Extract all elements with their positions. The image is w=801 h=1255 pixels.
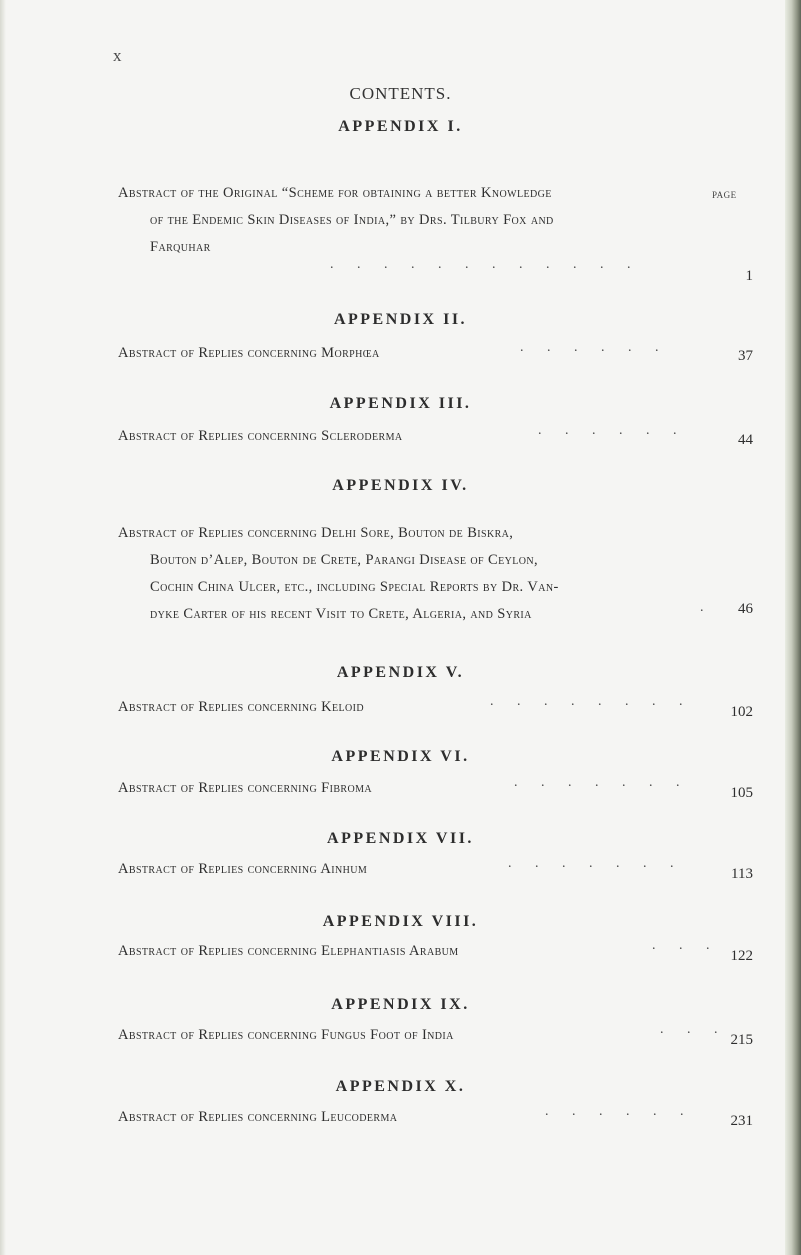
page-ref: 37 [738,348,753,364]
dot-leader: . . . [660,1022,728,1037]
entry-line: Abstract of Replies concerning Elephantiasis Arabum [118,943,459,959]
page-ref: 1 [745,268,753,284]
page-ref: 122 [730,948,753,964]
page-number: x [113,46,122,65]
page-title: CONTENTS. [349,84,452,103]
entry-line: Abstract of Replies concerning Fibroma [118,780,373,796]
dot-leader: . . . . . . [520,340,669,355]
page-ref: 102 [730,704,753,720]
appendix-heading: APPENDIX X. [335,1078,466,1095]
appendix-2 [0,311,801,329]
appendix-heading: APPENDIX IX. [331,996,470,1013]
entry-line: of the Endemic Skin Diseases of India,” by Drs. Tilbury Fox and [150,212,554,228]
page-ref: 231 [730,1113,753,1129]
dot-leader: . [700,600,714,615]
appendix-5 [0,664,801,682]
appendix-3 [0,395,801,413]
appendix-4-entry [118,520,728,628]
entry-line: Abstract of Replies concerning Leucoderma [118,1109,398,1125]
appendix-8-entry [118,938,728,965]
appendix-heading: APPENDIX VI. [331,748,470,765]
entry-line: Abstract of Replies concerning Ainhum [118,861,368,877]
appendix-7 [0,830,801,848]
entry-line: Bouton d’Alep, Bouton de Crete, Parangi Disease of Ceylon, [150,552,538,568]
dot-leader: . . . . . . . [508,856,684,871]
appendix-9-entry [118,1022,728,1049]
entry-line: Abstract of Replies concerning Scleroderma [118,428,403,444]
appendix-1-entry [118,180,728,261]
dot-leader: . . . [652,938,720,953]
appendix-4 [0,477,801,495]
dot-leader: . . . . . . [538,423,687,438]
appendix-heading: APPENDIX V. [336,664,465,681]
page-ref: 113 [731,866,753,882]
entry-line: dyke Carter of his recent Visit to Crete, Algeria, and Syria [150,606,532,622]
appendix-9 [0,996,801,1014]
page-ref: 46 [738,601,753,617]
entry-line: Abstract of Replies concerning Fungus Foot of India [118,1027,454,1043]
dot-leader: . . . . . . . . [490,694,693,709]
appendix-heading: APPENDIX IV. [332,477,469,494]
entry-line: Abstract of Replies concerning Keloid [118,699,365,715]
dot-leader: . . . . . . . [514,775,690,790]
appendix-1 [0,118,801,136]
appendix-heading: APPENDIX VIII. [322,913,479,930]
appendix-10 [0,1078,801,1096]
page-column-label: PAGE [712,190,737,200]
appendix-8 [0,913,801,931]
entry-line: Abstract of Replies concerning Delhi Sore, Bouton de Biskra, [118,525,514,541]
page-ref: 44 [738,432,753,448]
appendix-heading: APPENDIX II. [333,311,468,328]
entry-line: Farquhar [150,239,211,255]
page-right-edge [785,0,801,1255]
page-left-edge [0,0,6,1255]
appendix-heading: APPENDIX I. [338,118,463,135]
entry-line: Abstract of Replies concerning Morphœa [118,345,380,361]
entry-line: Cochin China Ulcer, etc., including Special Reports by Dr. Van- [150,579,559,595]
dot-leader: . . . . . . [545,1104,694,1119]
entry-line: Abstract of the Original “Scheme for obtaining a better Knowledge [118,185,552,201]
dot-leader: . . . . . . . . . . . . [330,257,641,272]
appendix-6 [0,748,801,766]
appendix-heading: APPENDIX VII. [327,830,474,847]
appendix-heading: APPENDIX III. [329,395,472,412]
page-ref: 215 [730,1032,753,1048]
page-ref: 105 [730,785,753,801]
